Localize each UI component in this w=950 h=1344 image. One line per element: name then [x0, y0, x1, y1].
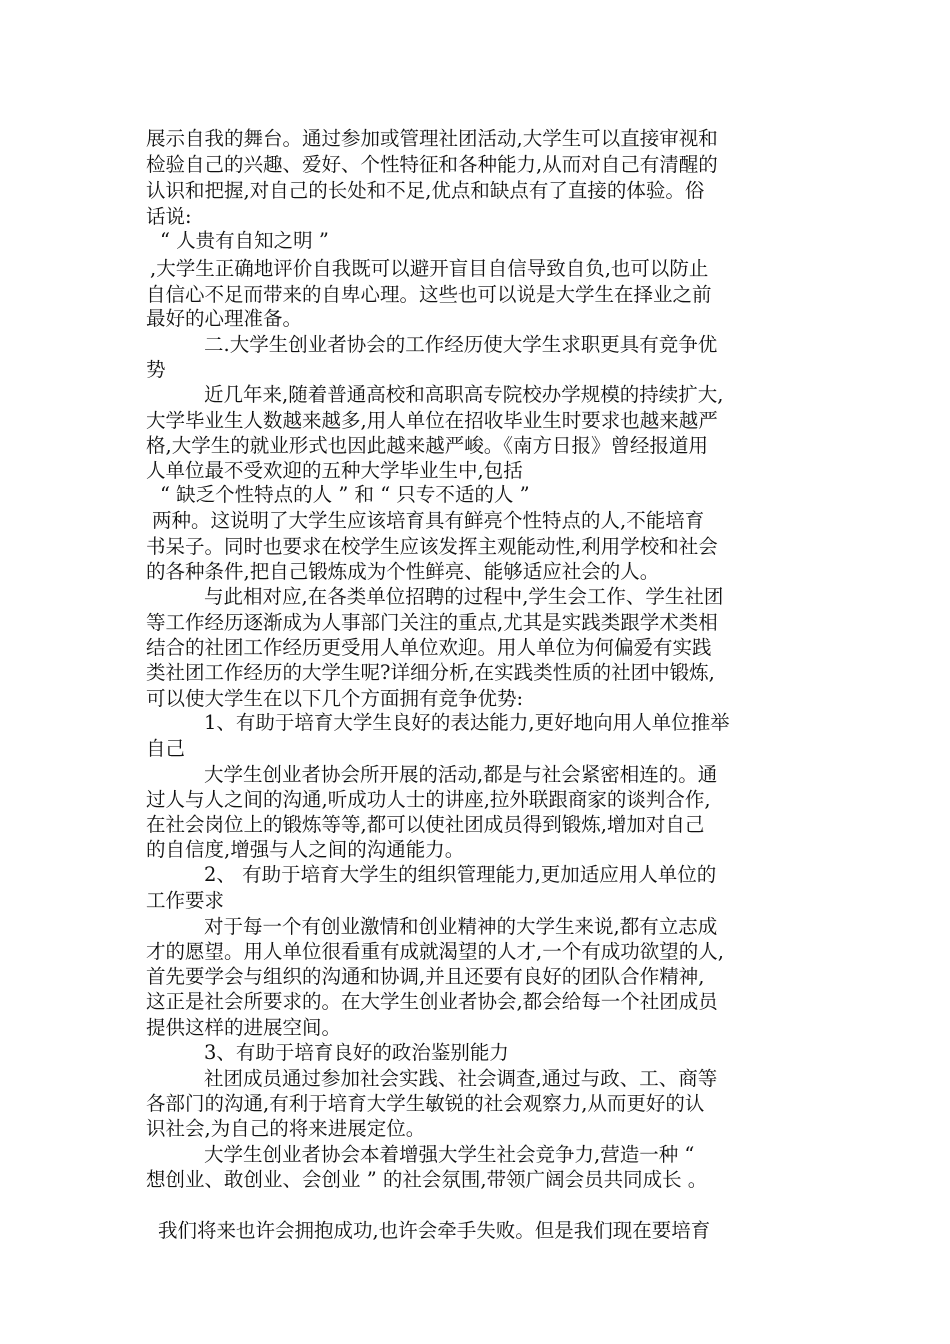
text-line: 自信心不足而带来的自卑心理。这些也可以说是大学生在择业之前 [146, 283, 712, 306]
text-line: 在社会岗位上的锻炼等等,都可以使社团成员得到锻炼,增加对自己 [146, 813, 705, 836]
text-line: 结合的社团工作经历更受用人单位欢迎。用人单位为何偏爱有实践 [146, 636, 712, 659]
text-line: 各部门的沟通,有利于培育大学生敏锐的社会观察力,从而更好的认 [146, 1092, 705, 1115]
text-line: 等工作经历逐渐成为人事部门关注的重点,尤其是实践类跟学术类相 [146, 611, 718, 634]
list-heading: 自己 [146, 737, 186, 760]
text-line: 话说: [146, 205, 192, 228]
section-heading: 势 [146, 358, 166, 381]
list-heading: 2、 有助于培育大学生的组织管理能力,更加适应用人单位的 [204, 863, 717, 886]
text-line: “ 人贵有自知之明 ” [160, 229, 329, 252]
text-line: 的自信度,增强与人之间的沟通能力。 [146, 838, 465, 861]
text-line: 过人与人之间的沟通,听成功人士的讲座,拉外联跟商家的谈判合作, [146, 788, 711, 811]
text-line: 类社团工作经历的大学生呢?详细分析,在实践类性质的社团中锻炼, [146, 661, 715, 684]
text-line: 的各种条件,把自己锻炼成为个性鲜亮、能够适应社会的人。 [146, 560, 660, 583]
text-line: 与此相对应,在各类单位招聘的过程中,学生会工作、学生社团 [204, 585, 724, 608]
text-line: 展示自我的舞台。通过参加或管理社团活动,大学生可以直接审视和 [146, 127, 718, 150]
text-line: 检验自己的兴趣、爱好、个性特征和各种能力,从而对自己有清醒的 [146, 153, 718, 176]
text-line: 我们将来也许会拥抱成功,也许会牵手失败。但是我们现在要培育 [158, 1219, 711, 1242]
text-line: 这正是社会所要求的。在大学生创业者协会,都会给每一个社团成员 [146, 990, 718, 1013]
list-heading: 3、有助于培育良好的政治鉴别能力 [204, 1041, 509, 1064]
text-line: 提供这样的进展空间。 [146, 1016, 342, 1039]
text-line: 大学毕业生人数越来越多,用人单位在招收毕业生时要求也越来越严 [146, 409, 718, 432]
text-line: 才的愿望。用人单位很看重有成就渴望的人才,一个有成功欲望的人, [146, 940, 724, 963]
text-line: 大学生创业者协会所开展的活动,都是与社会紧密相连的。通 [204, 763, 718, 786]
section-heading: 二.大学生创业者协会的工作经历使大学生求职更具有竞争优 [204, 333, 718, 356]
text-line: 可以使大学生在以下几个方面拥有竞争优势: [146, 687, 524, 710]
list-heading: 工作要求 [146, 889, 225, 912]
text-line: 社团成员通过参加社会实践、社会调查,通过与政、工、商等 [204, 1067, 718, 1090]
text-line: 想创业、敢创业、会创业 ” 的社会氛围,带领广阔会员共同成长 。 [146, 1168, 708, 1191]
text-line: 最好的心理准备。 [146, 307, 303, 330]
text-line: 格,大学生的就业形式也因此越来越严峻。《南方日报》曾经报道用 [146, 434, 708, 457]
text-line: “ 缺乏个性特点的人 ” 和 “ 只专不适的人 ” [160, 483, 530, 506]
text-line: 大学生创业者协会本着增强大学生社会竞争力,营造一种 “ [204, 1143, 695, 1166]
text-line: 识社会,为自己的将来进展定位。 [146, 1117, 426, 1140]
list-heading: 1、有助于培育大学生良好的表达能力,更好地向用人单位推举 [204, 711, 730, 734]
text-line: 近几年来,随着普通高校和高职高专院校办学规模的持续扩大, [204, 383, 724, 406]
text-line: 首先要学会与组织的沟通和协调,并且还要有良好的团队合作精神, [146, 965, 705, 988]
text-line: 两种。这说明了大学生应该培育具有鲜亮个性特点的人,不能培育 [152, 509, 705, 532]
text-line: 认识和把握,对自己的长处和不足,优点和缺点有了直接的体验。俗 [146, 179, 705, 202]
text-line: 书呆子。同时也要求在校学生应该发挥主观能动性,利用学校和社会 [146, 535, 718, 558]
text-line: ,大学生正确地评价自我既可以避开盲目自信导致自负,也可以防止 [150, 257, 709, 280]
text-line: 人单位最不受欢迎的五种大学毕业生中,包括 [146, 459, 523, 482]
text-line: 对于每一个有创业激情和创业精神的大学生来说,都有立志成 [204, 915, 718, 938]
